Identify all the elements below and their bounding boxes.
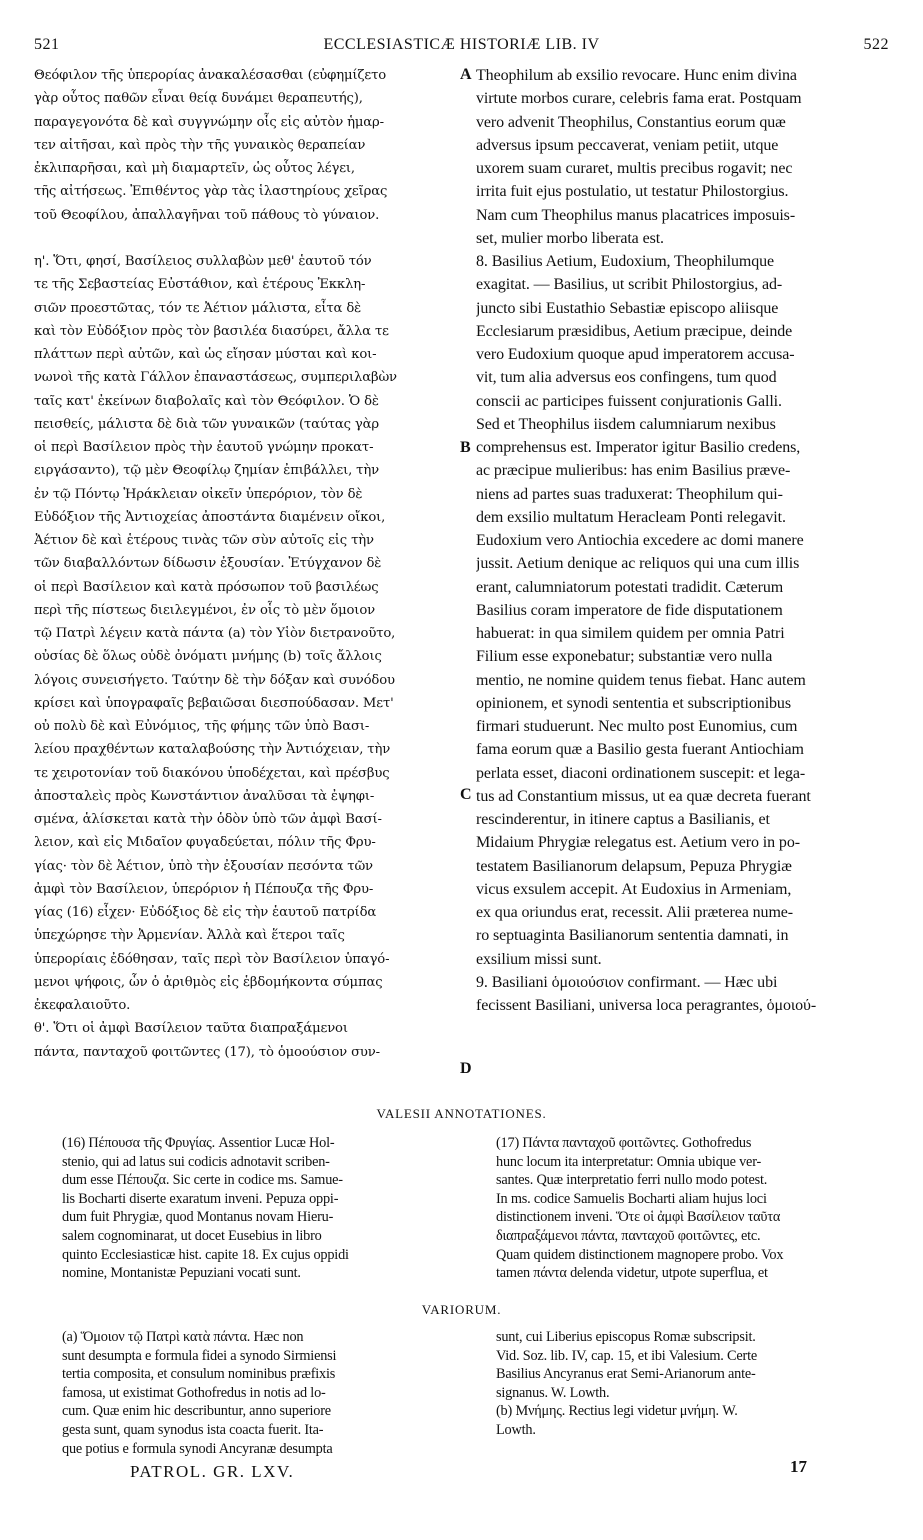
latin-text-line: ac præcipue mulieribus: has enim Basilius præve- — [476, 462, 791, 480]
latin-text-line: testatem Basilianorum delapsum, Pepuza Phrygiæ — [476, 857, 792, 875]
note-line: nomine, Montanistæ Pepuziani vocati sunt. — [62, 1265, 301, 1282]
variorum-note-a — [62, 1328, 460, 1462]
latin-text-line: virtute morbos curare, celebris fama erat. Postquam — [476, 90, 802, 108]
greek-text-line: οὐ πολὺ δὲ καὶ Εὐνόμιος, τῆς φήμης τῶν ὑπὸ Βασι- — [34, 719, 370, 734]
greek-text-line: ἐκλιπαρῆσαι, καὶ μὴ διαμαρτεῖν, ὡς οὗτος λέγει, — [34, 161, 355, 176]
latin-text-line: dem exsilio multatum Heracleam Ponti relegavit. — [476, 508, 786, 526]
note-line: sunt, cui Liberius episcopus Romæ subscripsit. — [496, 1329, 756, 1345]
latin-text-line: adversus ipsum peccaverat, veniam petiit, utque — [476, 136, 779, 154]
variorum-title: VARIORUM. — [421, 1302, 502, 1317]
note-line: (b) Μνήμης. Rectius legi videtur μνήμη. W. — [496, 1403, 738, 1420]
margin-letter-c: C — [460, 786, 472, 803]
running-title: ECCLESIASTICÆ HISTORIÆ LIB. IV — [323, 36, 600, 53]
margin-letter-a: A — [460, 66, 472, 83]
greek-text-line: ταῖς κατ' ἐκείνων διαβολαῖς καὶ τὸν Θεόφιλον. Ὁ δὲ — [34, 393, 379, 409]
note-line: gesta sunt, quam synodus ista coacta fuerit. Ita- — [62, 1421, 324, 1438]
greek-text-line: θ'. Ὅτι οἱ ἀμφὶ Βασίλειον ταῦτα διαπραξάμενοι — [34, 1021, 348, 1037]
greek-text-line: παραγεγονότα δὲ καὶ συγγνώμην οἷς εἰς αὐτὸν ἡμαρ- — [34, 114, 384, 130]
greek-text-line: νωνοὶ τῆς κατὰ Γάλλον ἐπαναστάσεως, συμπεριλαβὼν — [34, 370, 397, 386]
greek-text-line: γὰρ οὗτος παθῶν εἶναι θείᾳ δυνάμει θεραπευτής), — [34, 91, 363, 107]
note-line: Quam quidem distinctionem magnopere probo. Vox — [496, 1246, 784, 1263]
note-line: (17) Πάντα πανταχοῦ φοιτῶντες. Gothofredus — [496, 1135, 752, 1151]
latin-text-line: opinionem, et synodi sententia et subscriptionibus — [476, 694, 791, 712]
latin-text-line: comprehensus est. Imperator igitur Basilio credens, — [476, 439, 801, 456]
latin-text-line: niens ad partes suas traduxerat: Theophilum qui- — [476, 485, 783, 503]
note-line: famosa, ut existimat Gothofredus in notis ad lo- — [62, 1384, 326, 1401]
greek-text-line: Εὐδόξιον τῆς Ἀντιοχείας ἀποστάντα διαμένειν οἴκοι, — [34, 509, 386, 525]
note-line: hunc locum ita interpretatur: Omnia ubique ver- — [496, 1153, 762, 1170]
note-line: διαπραξάμενοι πάντα, πανταχοῦ φοιτῶντες, etc. — [496, 1227, 761, 1244]
latin-text-line: fama eorum quæ a Basilio gesta fuerant Antiochiam — [476, 741, 804, 759]
greek-text-line: σιῶν προεστῶτας, τόν τε Ἀέτιον μάλιστα, εἶτα δὲ — [34, 300, 362, 316]
note-line: (16) Πέπουσα τῆς Φρυγίας. Assentior Lucæ Hol- — [62, 1135, 335, 1151]
latin-text-line: Ecclesiarum præsidibus, Aetium præcipue, deinde — [476, 322, 793, 340]
note-line: Vid. Soz. lib. IV, cap. 15, et ibi Valesium. Certe — [496, 1347, 758, 1364]
greek-text-line: πάντα, πανταχοῦ φοιτῶντες (17), τὸ ὁμοούσιον συν- — [34, 1044, 380, 1060]
variorum-note-b — [496, 1328, 894, 1462]
latin-text-line: 9. Basiliani ὁμοιούσιον confirmant. — Hæc ubi — [476, 973, 778, 991]
greek-text-line: τῆς αἰτήσεως. Ἐπιθέντος γὰρ τὰς ἱλαστηρίους χεῖρας — [34, 184, 388, 200]
note-line: quinto Ecclesiasticæ hist. capite 18. Ex cujus oppidi — [62, 1246, 349, 1263]
page-number-right: 522 — [863, 36, 889, 53]
note-line: cum. Quæ enim hic describuntur, anno superiore — [62, 1403, 331, 1420]
greek-text-column — [34, 64, 458, 1094]
note-line: Basilius Ancyranus erat Semi-Arianorum ante- — [496, 1366, 756, 1383]
greek-text-line: γίας (16) εἶχεν· Εὐδόξιος δὲ εἰς τὴν ἑαυτοῦ πατρίδα — [34, 905, 377, 920]
latin-text-line: Sed et Theophilus iisdem calumniarum nexibus — [476, 415, 776, 433]
valesii-note-17 — [496, 1134, 894, 1286]
running-header — [34, 36, 889, 56]
greek-text-line: τῷ Πατρὶ λέγειν κατὰ πάντα (a) τὸν Υἱὸν διετρανοῦτο, — [34, 626, 396, 641]
greek-text-line: καὶ τὸν Εὐδόξιον πρὸς τὸν βασιλέα διασύρει, ἄλλα τε — [34, 323, 389, 339]
note-line: dum fuit Phrygiæ, quod Montanus novam Hieru- — [62, 1209, 334, 1226]
latin-text-line: firmari studuerunt. Nec multo post Eunomius, cum — [476, 718, 798, 735]
note-line: sunt desumpta e formula fidei a synodo Sirmiensi — [62, 1347, 337, 1364]
greek-text-line: ἐκεφαλαιοῦτο. — [34, 998, 131, 1013]
greek-text-line: πλάττων περὶ αὐτῶν, καὶ ὡς εἴησαν μύσται καὶ κοι- — [34, 347, 377, 362]
greek-text-line: μενοι ψήφοις, ὧν ὁ ἀριθμὸς εἰς ἑβδομήκοντα σύμπας — [34, 974, 383, 990]
greek-text-line: ὑπεχώρησε τὴν Ἀρμενίαν. Ἀλλὰ καὶ ἕτεροι ταῖς — [34, 928, 345, 944]
latin-text-line: vero advenit Theophilus, Constantius eorum quæ — [476, 113, 786, 131]
note-line: lis Bocharti diserte exaratum inveni. Pepuza oppi- — [62, 1190, 339, 1207]
greek-text-line: περὶ τῆς πίστεως διειλεγμένοι, ἐν οἷς τὸ μὲν ὅμοιον — [34, 602, 375, 618]
greek-text-line: γίας· τὸν δὲ Ἀέτιον, ὑπὸ τὴν ἐξουσίαν πεσόντα τῶν — [34, 858, 373, 874]
note-line: (a) Ὅμοιον τῷ Πατρὶ κατὰ πάντα. Hæc non — [62, 1329, 304, 1345]
latin-text-column — [476, 64, 894, 1094]
latin-text-line: Basilius coram imperatore de fide disputationem — [476, 601, 783, 619]
latin-text-line: Eudoxium vero Antiochia excedere ac domi manere — [476, 532, 804, 549]
greek-text-line: τεν αἰτῆσαι, καὶ πρὸς τὴν τῆς γυναικὸς θεραπείαν — [34, 137, 366, 153]
greek-text-line: τοῦ Θεοφίλου, ἀπαλλαγῆναι τοῦ πάθους τὸ γύναιον. — [34, 207, 380, 223]
greek-text-line: τῶν διαβαλλόντων δίδωσιν ἐξουσίαν. Ἐτύγχανον δὲ — [34, 556, 382, 572]
latin-text-line: exagitat. — Basilius, ut scribit Philostorgius, ad- — [476, 276, 783, 294]
greek-text-line: τε χειροτονίαν τοῦ διακόνου ὑποδέχεται, καὶ πρέσβυς — [34, 765, 390, 781]
greek-text-line: Ἀέτιον δὲ καὶ ἑτέρους τινὰς τῶν σὺν αὐτοῖς εἰς τὴν — [34, 533, 374, 548]
latin-text-line: habuerat: in qua similem quidem per omnia Patri — [476, 625, 785, 642]
latin-text-line: mentio, ne nomine quidem tenus fiebat. Hanc autem — [476, 671, 806, 689]
greek-text-line: ειργάσαντο), τῷ μὲν Θεοφίλῳ ζημίαν ἐπιβάλλει, τὴν — [34, 463, 379, 479]
latin-text-line: jussit. Aetium denique ac reliquos qui una cum illis — [476, 555, 800, 573]
latin-text-line: ro septuaginta Basilianorum sententia damnati, in — [476, 927, 789, 945]
signature-number: 17 — [790, 1457, 807, 1476]
note-line: signanus. W. Lowth. — [496, 1384, 610, 1401]
valesii-note-16 — [62, 1134, 460, 1286]
latin-text-line: Theophilum ab exsilio revocare. Hunc enim divina — [476, 67, 797, 84]
note-line: tertia composita, et consulum nominibus præfixis — [62, 1366, 336, 1383]
latin-text-line: set, mulier morbo liberata est. — [476, 229, 664, 247]
latin-text-line: juncto sibi Eustathio Sebastiæ episcopo aliisque — [476, 299, 779, 317]
greek-text-line: οὐσίας δὲ ὅλως οὐδὲ ὀνόματι μνήμης (b) τοῖς ἄλλοις — [34, 649, 382, 665]
note-line: In ms. codice Samuelis Bocharti aliam hujus loci — [496, 1190, 767, 1207]
note-line: Lowth. — [496, 1421, 536, 1438]
greek-text-line: κρίσει καὶ ὑπογραφαῖς βεβαιῶσαι διεσπούδασαν. Μετ' — [34, 695, 394, 711]
latin-text-line: rescinderentur, in itinere captus a Basilianis, et — [476, 811, 770, 828]
note-line: que potius e formula synodi Ancyranæ desumpta — [62, 1440, 333, 1457]
greek-text-line: λείου πραχθέντων καταλαβούσης τὴν Ἀντιόχειαν, τὴν — [34, 742, 391, 758]
greek-text-line: Θεόφιλον τῆς ὑπερορίας ἀνακαλέσασθαι (εὐφημίζετο — [34, 68, 387, 83]
greek-text-line: ὑπερορίαις ἐδόθησαν, ταῖς περὶ τὸν Βασίλειον ὑπαγό- — [34, 951, 390, 967]
latin-text-line: erant, calumniatorum potestati tradidit. Cæterum — [476, 578, 784, 596]
latin-text-line: tus ad Constantium missus, ut ea quæ decreta fuerant — [476, 787, 811, 805]
greek-text-line: σμένα, ἁλίσκεται κατὰ τὴν ὁδὸν ὑπὸ τῶν ἀμφὶ Βασί- — [34, 812, 382, 827]
latin-text-line: exsilium missi sunt. — [476, 950, 602, 968]
note-line: tamen πάντα delenda videtur, utpote superflua, et — [496, 1265, 768, 1282]
greek-text-line: τε τῆς Σεβαστείας Εὐστάθιον, καὶ ἑτέρους Ἐκκλη- — [34, 277, 366, 293]
latin-text-line: vero Eudoxium quoque apud imperatorem accusa- — [476, 346, 795, 363]
greek-text-line: ἀποσταλεὶς πρὸς Κωνστάντιον ἀναλῦσαι τὰ ἐψηφι- — [34, 788, 375, 804]
note-line: salem cognominarat, ut docet Eusebius in libro — [62, 1227, 322, 1244]
latin-text-line: Nam cum Theophilus manus placatrices imposuis- — [476, 206, 796, 224]
margin-letter-b: B — [460, 439, 471, 456]
latin-text-line: irrita fuit ejus postulatio, ut testatur Philostorgius. — [476, 183, 789, 201]
latin-text-line: conscii ac participes fuissent conjurationis Galli. — [476, 392, 782, 410]
margin-letter-d: D — [460, 1060, 472, 1077]
greek-text-line: λόγοις συνεισήγετο. Ταύτην δὲ τὴν δόξαν καὶ συνόδου — [34, 672, 395, 688]
latin-text-line: vicus exsulem accepit. At Eudoxius in Armeniam, — [476, 880, 792, 898]
latin-text-line: 8. Basilius Aetium, Eudoxium, Theophilumque — [476, 253, 775, 270]
latin-text-line: vit, tum alia adversus eos confingens, tum quod — [476, 369, 777, 387]
greek-text-line: λειον, καὶ εἰς Μιδαῖον φυγαδεύεται, πόλιν τῆς Φρυ- — [34, 835, 376, 851]
latin-text-line: ex qua oriundus erat, recessit. Alii præterea nume- — [476, 904, 794, 921]
greek-text-line: οἱ περὶ Βασίλειον καὶ κατὰ πρόσωπον τοῦ βασιλέως — [34, 579, 379, 595]
greek-text-line: η'. Ὅτι, φησί, Βασίλειος συλλαβὼν μεθ' ἑαυτοῦ τόν — [34, 254, 372, 269]
latin-text-line: uxorem suam curaret, multis precibus rogavit; nec — [476, 160, 793, 177]
patrologia-footer: PATROL. GR. LXV. — [130, 1462, 295, 1481]
greek-text-line: ἀμφὶ τὸν Βασίλειον, ὑπερόριον ἡ Πέπουζα τῆς Φρυ- — [34, 881, 374, 897]
latin-text-line: Filium esse exponebatur; substantiæ vero nulla — [476, 648, 773, 666]
latin-text-line: fecissent Basiliani, universa loca peragrantes, ὁμοιού- — [476, 997, 817, 1014]
note-line: stenio, qui ad latus sui codicis adnotavit scriben- — [62, 1153, 330, 1170]
greek-text-line — [34, 227, 458, 250]
valesii-title: VALESII ANNOTATIONES. — [376, 1106, 547, 1121]
note-line: dum esse Πέπουζα. Sic certe in codice ms. Samue- — [62, 1172, 343, 1189]
greek-text-line: ἐν τῷ Πόντῳ Ἡράκλειαν οἰκεῖν ὑπερόριον, τὸν δὲ — [34, 486, 363, 502]
note-line: distinctionem inveni. Ὅτε οἱ ἀμφὶ Βασίλειον ταῦτα — [496, 1209, 781, 1226]
latin-text-line: perlata esset, diaconi ordinationem suscepit: et lega- — [476, 764, 806, 782]
note-line: santes. Quæ interpretatio ferri nullo modo potest. — [496, 1172, 768, 1189]
greek-text-line: πεισθείς, μάλιστα δὲ διὰ τῶν γυναικῶν (ταύτας γὰρ — [34, 416, 379, 432]
greek-text-line: οἱ περὶ Βασίλειον πρὸς τὴν ἑαυτοῦ γνώμην προκατ- — [34, 440, 374, 455]
latin-text-line: Midaium Phrygiæ relegatus est. Aetium vero in po- — [476, 834, 800, 852]
page-number-left: 521 — [34, 36, 60, 53]
